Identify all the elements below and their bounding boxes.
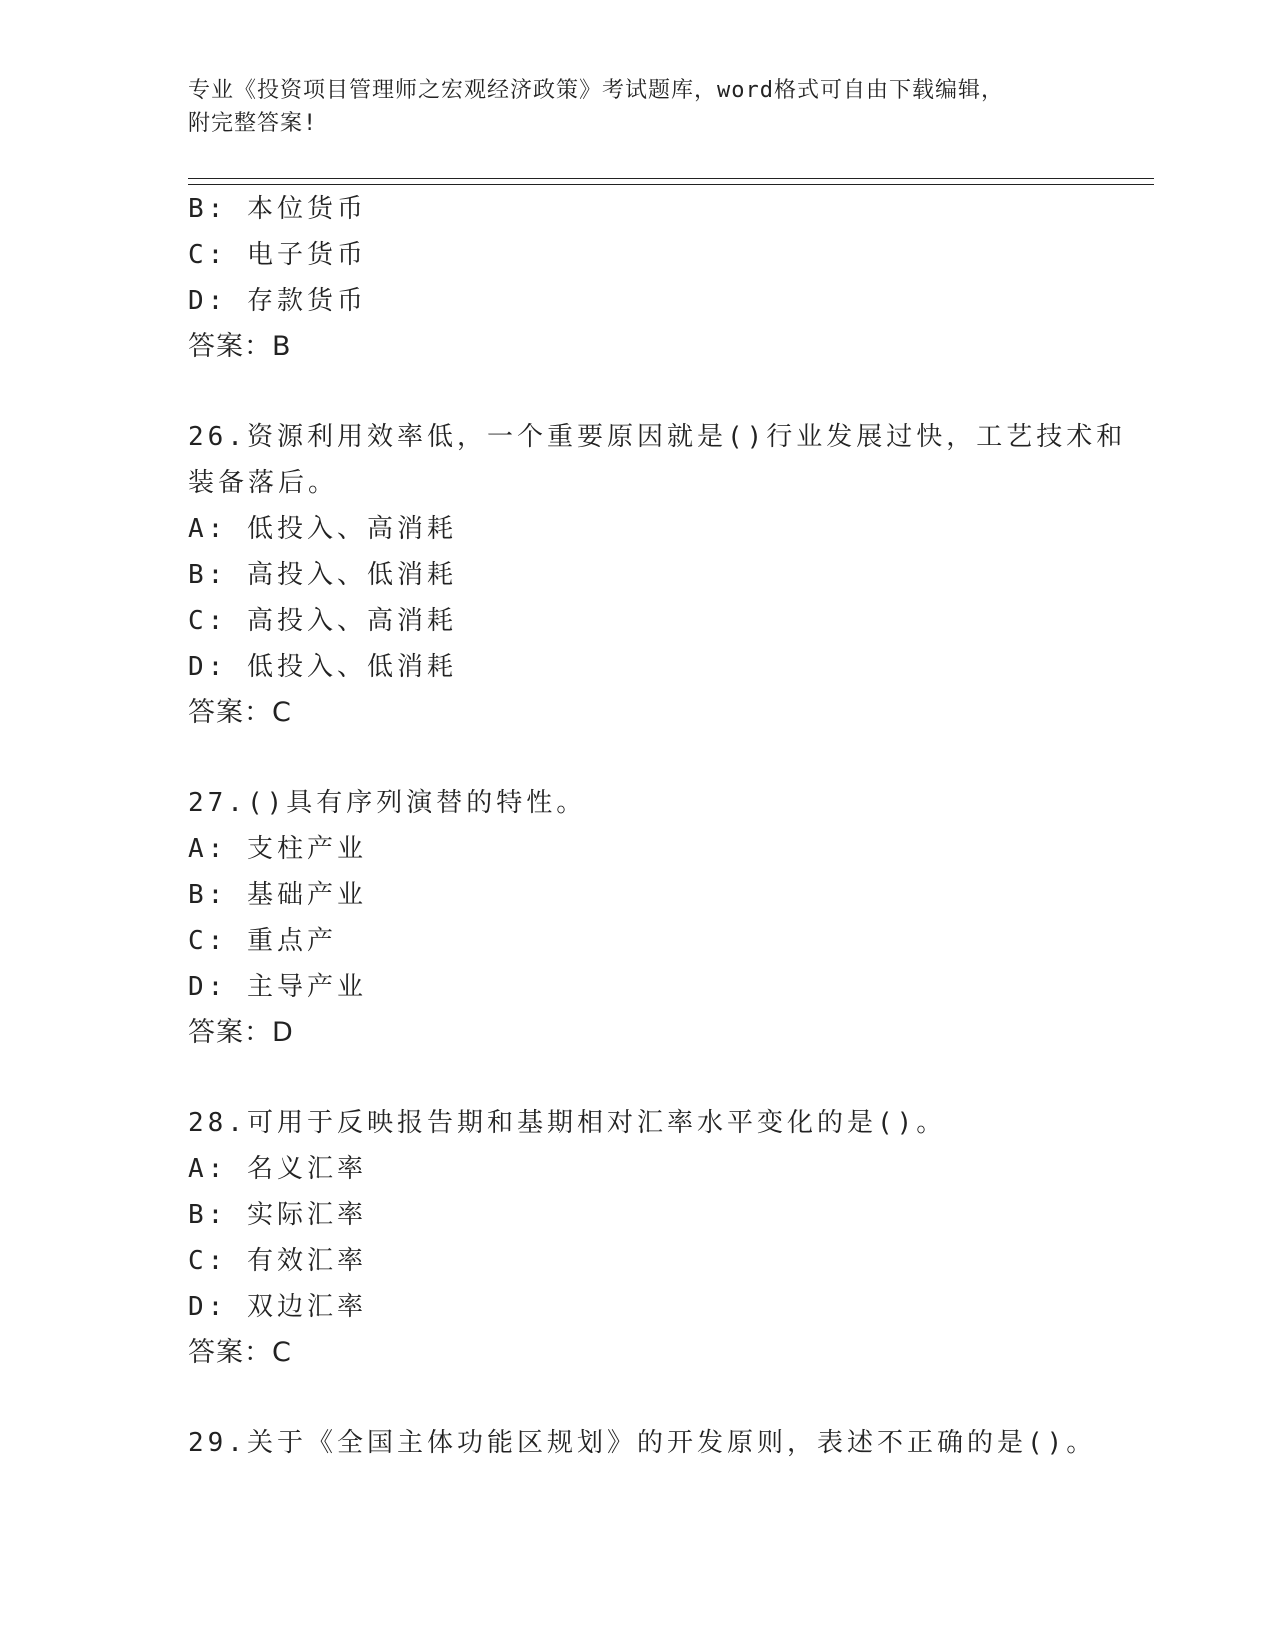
option-a: A: 名义汇率 [188,1154,367,1184]
spacer [188,1376,1154,1420]
option-d: D: 低投入、低消耗 [188,652,457,682]
option-c: C: 高投入、高消耗 [188,606,457,636]
question-29 [188,1420,1154,1466]
question-28 [188,1100,1154,1376]
header-double-rule [188,178,1154,185]
option-d: D: 存款货币 [188,286,367,316]
answer: 答案：C [188,1337,292,1368]
question-stem: 26.资源利用效率低，一个重要原因就是()行业发展过快，工艺技术和 [188,422,1127,452]
option-b: B: 高投入、低消耗 [188,560,457,590]
option-c: C: 重点产 [188,926,337,956]
question-stem: 28.可用于反映报告期和基期相对汇率水平变化的是()。 [188,1108,947,1138]
option-d: D: 主导产业 [188,972,367,1002]
question-stem-continued: 装备落后。 [188,468,339,498]
header-line-2: 附完整答案! [188,111,318,136]
option-d: D: 双边汇率 [188,1292,367,1322]
question-27 [188,780,1154,1056]
option-b: B: 实际汇率 [188,1200,367,1230]
option-c: C: 电子货币 [188,240,367,270]
spacer [188,736,1154,780]
option-a: A: 支柱产业 [188,834,367,864]
answer: 答案：D [188,1017,294,1048]
question-stem: 29.关于《全国主体功能区规划》的开发原则，表述不正确的是()。 [188,1428,1097,1458]
option-a: A: 低投入、高消耗 [188,514,457,544]
document-header [188,74,1088,140]
option-b: B: 本位货币 [188,194,367,224]
spacer [188,370,1154,414]
spacer [188,1056,1154,1100]
question-25 [188,186,1154,370]
answer: 答案：B [188,331,292,362]
answer: 答案：C [188,697,292,728]
question-26 [188,414,1154,736]
question-content [188,186,1154,1466]
header-line-1: 专业《投资项目管理师之宏观经济政策》考试题库，word格式可自由下载编辑， [188,78,1004,103]
question-stem: 27.()具有序列演替的特性。 [188,788,587,818]
option-b: B: 基础产业 [188,880,367,910]
option-c: C: 有效汇率 [188,1246,367,1276]
